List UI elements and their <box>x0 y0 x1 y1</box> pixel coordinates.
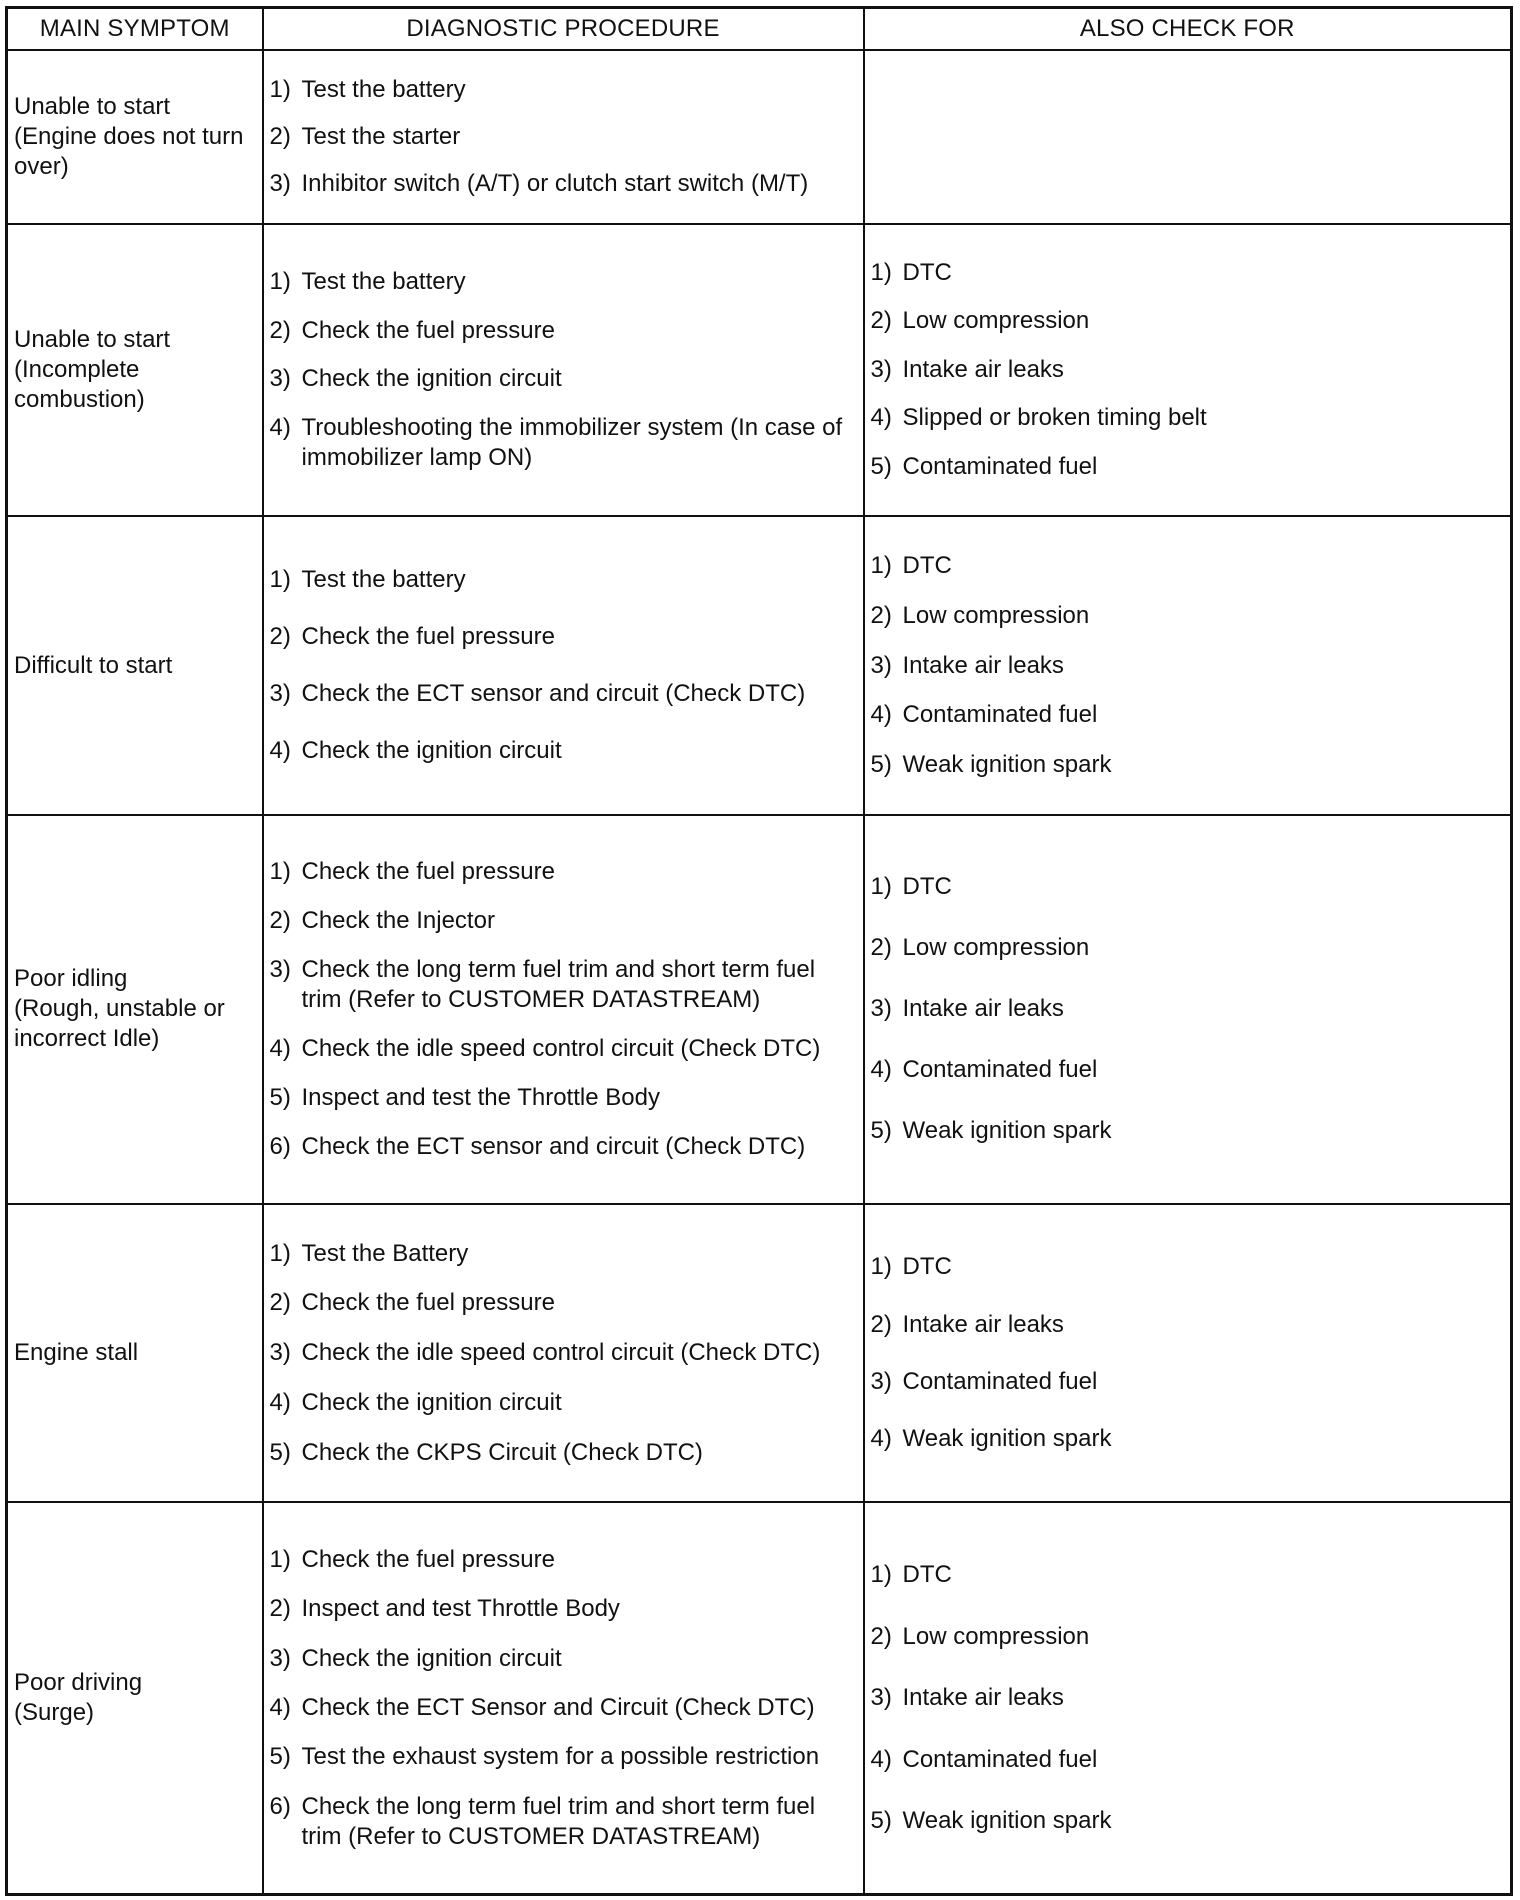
symptom-line: Engine stall <box>14 1339 139 1367</box>
symptom-line: (Rough, unstable or <box>14 995 225 1023</box>
procedure-step <box>270 1792 857 1852</box>
item-text: Troubleshooting the immobilizer system (In case of immobilizer lamp ON) <box>301 413 843 471</box>
also-check-item <box>871 1252 1505 1282</box>
item-number: 5) <box>870 751 892 779</box>
header-row <box>7 8 1512 51</box>
item-text: Check the CKPS Circuit (Check DTC) <box>301 1438 703 1466</box>
item-number: 2) <box>269 622 291 650</box>
item-number: 3) <box>870 995 892 1023</box>
symptom-line: (Surge) <box>14 1699 95 1727</box>
item-number: 4) <box>870 701 892 729</box>
item-text: Contaminated fuel <box>902 1745 1098 1773</box>
item-number: 4) <box>870 1425 892 1453</box>
symptom-text <box>8 1668 262 1728</box>
also-check-item <box>871 1116 1505 1146</box>
symptom-line: (Engine does not turn <box>14 122 244 150</box>
procedure-step <box>270 622 857 652</box>
item-text: Inhibitor switch (A/T) or clutch start switch (M/T) <box>301 169 809 197</box>
item-number: 1) <box>269 1239 291 1267</box>
item-text: Low compression <box>902 307 1090 335</box>
procedure-step <box>270 1083 857 1113</box>
item-text: Check the fuel pressure <box>301 622 555 650</box>
item-text: Weak ignition spark <box>902 751 1112 779</box>
item-number: 4) <box>870 404 892 432</box>
procedure-cell <box>263 815 864 1204</box>
item-number: 3) <box>870 1684 892 1712</box>
header-diagnostic-procedure: DIAGNOSTIC PROCEDURE <box>263 8 864 51</box>
also-check-item <box>871 403 1505 433</box>
item-number: 1) <box>269 857 291 885</box>
item-number: 1) <box>269 1545 291 1573</box>
also-check-item <box>871 1745 1505 1775</box>
symptom-cell <box>7 516 263 815</box>
also-check-item <box>871 355 1505 385</box>
item-number: 1) <box>269 75 291 103</box>
symptom-line: (Incomplete <box>14 355 140 383</box>
item-text: DTC <box>902 1253 952 1281</box>
item-number: 2) <box>269 1289 291 1317</box>
item-text: Check the ignition circuit <box>301 1644 562 1672</box>
procedure-step <box>270 736 857 766</box>
item-text: Inspect and test the Throttle Body <box>301 1083 660 1111</box>
item-number: 2) <box>870 1310 892 1338</box>
also-check-cell <box>864 1204 1512 1503</box>
item-text: Contaminated fuel <box>902 701 1098 729</box>
also-check-cell <box>864 815 1512 1204</box>
header-also-check-for: ALSO CHECK FOR <box>864 8 1512 51</box>
item-number: 1) <box>269 268 291 296</box>
procedure-step <box>270 267 857 297</box>
procedure-step <box>270 1388 857 1418</box>
item-text: Check the fuel pressure <box>301 316 555 344</box>
symptom-text <box>8 964 262 1054</box>
procedure-step <box>270 1742 857 1772</box>
item-text: Check the ignition circuit <box>301 1388 562 1416</box>
also-check-item <box>871 452 1505 482</box>
item-text: Test the exhaust system for a possible restriction <box>301 1743 820 1771</box>
also-check-item <box>871 1622 1505 1652</box>
item-number: 4) <box>269 413 291 441</box>
procedure-step <box>270 1594 857 1624</box>
also-check-item <box>871 1424 1505 1454</box>
also-check-item <box>871 258 1505 288</box>
item-number: 4) <box>269 737 291 765</box>
item-text: Check the idle speed control circuit (Check DTC) <box>301 1034 821 1062</box>
item-text: Check the ECT Sensor and Circuit (Check DTC) <box>301 1693 815 1721</box>
item-text: Inspect and test Throttle Body <box>301 1595 620 1623</box>
procedure-step <box>270 1132 857 1162</box>
item-text: Intake air leaks <box>902 1684 1064 1712</box>
item-text: DTC <box>902 258 952 286</box>
also-check-item <box>871 651 1505 681</box>
symptom-line: combustion) <box>14 385 145 413</box>
procedure-step <box>270 316 857 346</box>
item-number: 1) <box>870 258 892 286</box>
also-check-item <box>871 1055 1505 1085</box>
table-row <box>7 1204 1512 1503</box>
item-text: Check the ECT sensor and circuit (Check DTC) <box>301 1132 806 1160</box>
item-text: Contaminated fuel <box>902 452 1098 480</box>
item-text: Check the ignition circuit <box>301 737 562 765</box>
procedure-step <box>270 413 857 473</box>
symptom-cell <box>7 224 263 517</box>
table-row <box>7 224 1512 517</box>
item-number: 6) <box>269 1792 291 1820</box>
item-number: 3) <box>870 651 892 679</box>
item-number: 5) <box>269 1083 291 1111</box>
item-text: Intake air leaks <box>902 355 1064 383</box>
table-row <box>7 815 1512 1204</box>
item-number: 4) <box>269 1388 291 1416</box>
symptom-line: incorrect Idle) <box>14 1025 160 1053</box>
item-number: 2) <box>870 1622 892 1650</box>
procedure-step <box>270 1644 857 1674</box>
item-number: 2) <box>269 1595 291 1623</box>
item-number: 3) <box>870 1367 892 1395</box>
table-row <box>7 1502 1512 1894</box>
item-number: 4) <box>870 1745 892 1773</box>
item-text: Test the Battery <box>301 1239 469 1267</box>
item-text: Check the fuel pressure <box>301 1545 555 1573</box>
symptom-line: Unable to start <box>14 325 171 353</box>
procedure-step <box>270 1438 857 1468</box>
also-check-item <box>871 700 1505 730</box>
item-text: Weak ignition spark <box>902 1806 1112 1834</box>
symptom-cell <box>7 1502 263 1894</box>
also-check-item <box>871 1560 1505 1590</box>
also-check-item <box>871 551 1505 581</box>
diagnostic-table <box>5 6 1513 1896</box>
procedure-step <box>270 1239 857 1269</box>
symptom-cell <box>7 815 263 1204</box>
procedure-cell <box>263 1204 864 1503</box>
item-text: Contaminated fuel <box>902 1367 1098 1395</box>
item-text: Check the long term fuel trim and short term fuel trim (Refer to CUSTOMER DATASTREAM) <box>301 955 816 1013</box>
also-check-item <box>871 601 1505 631</box>
procedure-step <box>270 857 857 887</box>
item-number: 5) <box>269 1743 291 1771</box>
procedure-step <box>270 1338 857 1368</box>
item-text: Slipped or broken timing belt <box>902 404 1207 432</box>
procedure-step <box>270 1288 857 1318</box>
item-text: Intake air leaks <box>902 1310 1064 1338</box>
symptom-text <box>8 92 262 182</box>
item-text: Weak ignition spark <box>902 1117 1112 1145</box>
item-text: Contaminated fuel <box>902 1056 1098 1084</box>
item-text: Check the ECT sensor and circuit (Check DTC) <box>301 680 806 708</box>
table-body <box>7 50 1512 1895</box>
item-number: 1) <box>870 552 892 580</box>
item-number: 5) <box>870 1117 892 1145</box>
procedure-step <box>270 565 857 595</box>
also-check-item <box>871 1806 1505 1836</box>
item-text: DTC <box>902 552 952 580</box>
symptom-line: Unable to start <box>14 92 171 120</box>
item-text: Test the battery <box>301 268 466 296</box>
item-text: Intake air leaks <box>902 651 1064 679</box>
item-number: 3) <box>269 169 291 197</box>
also-check-item <box>871 306 1505 336</box>
item-text: DTC <box>902 1561 952 1589</box>
item-number: 3) <box>269 955 291 983</box>
symptom-line: Poor idling <box>14 965 128 993</box>
symptom-text <box>8 1338 262 1368</box>
also-check-item <box>871 994 1505 1024</box>
item-text: Check the Injector <box>301 906 495 934</box>
symptom-line: Poor driving <box>14 1669 143 1697</box>
item-text: Check the idle speed control circuit (Check DTC) <box>301 1339 821 1367</box>
item-number: 1) <box>870 873 892 901</box>
item-text: Test the battery <box>301 565 466 593</box>
item-number: 1) <box>870 1253 892 1281</box>
procedure-cell <box>263 50 864 224</box>
item-number: 3) <box>870 355 892 383</box>
also-check-item <box>871 1683 1505 1713</box>
item-text: Check the fuel pressure <box>301 857 555 885</box>
procedure-cell <box>263 224 864 517</box>
also-check-cell <box>864 1502 1512 1894</box>
item-number: 2) <box>269 906 291 934</box>
item-number: 1) <box>870 1561 892 1589</box>
item-number: 4) <box>269 1693 291 1721</box>
table-row <box>7 516 1512 815</box>
item-number: 6) <box>269 1132 291 1160</box>
symptom-line: Difficult to start <box>14 651 173 679</box>
procedure-step <box>270 955 857 1015</box>
item-number: 5) <box>870 452 892 480</box>
symptom-text <box>8 651 262 681</box>
item-number: 2) <box>870 601 892 629</box>
procedure-step <box>270 906 857 936</box>
item-text: Weak ignition spark <box>902 1425 1112 1453</box>
also-check-cell <box>864 50 1512 224</box>
item-text: Test the battery <box>301 75 466 103</box>
header-main-symptom: MAIN SYMPTOM <box>7 8 263 51</box>
symptom-text <box>8 325 262 415</box>
procedure-step <box>270 122 857 152</box>
also-check-item <box>871 1310 1505 1340</box>
also-check-item <box>871 1367 1505 1397</box>
item-number: 3) <box>269 365 291 393</box>
item-text: Test the starter <box>301 122 461 150</box>
procedure-step <box>270 169 857 199</box>
also-check-item <box>871 872 1505 902</box>
item-text: Check the long term fuel trim and short term fuel trim (Refer to CUSTOMER DATASTREAM) <box>301 1792 816 1850</box>
procedure-step <box>270 1693 857 1723</box>
also-check-item <box>871 933 1505 963</box>
item-number: 2) <box>870 307 892 335</box>
item-number: 3) <box>269 680 291 708</box>
item-text: Check the ignition circuit <box>301 365 562 393</box>
item-number: 3) <box>269 1644 291 1672</box>
symptom-cell <box>7 50 263 224</box>
symptom-line: over) <box>14 152 69 180</box>
procedure-step <box>270 679 857 709</box>
procedure-cell <box>263 516 864 815</box>
item-number: 2) <box>269 122 291 150</box>
item-number: 4) <box>269 1034 291 1062</box>
procedure-cell <box>263 1502 864 1894</box>
item-text: Low compression <box>902 601 1090 629</box>
also-check-cell <box>864 516 1512 815</box>
item-text: Check the fuel pressure <box>301 1289 555 1317</box>
procedure-step <box>270 1545 857 1575</box>
item-number: 5) <box>269 1438 291 1466</box>
item-text: Intake air leaks <box>902 995 1064 1023</box>
item-text: DTC <box>902 873 952 901</box>
procedure-step <box>270 1034 857 1064</box>
procedure-step <box>270 364 857 394</box>
item-text: Low compression <box>902 1622 1090 1650</box>
also-check-item <box>871 750 1505 780</box>
table-row <box>7 50 1512 224</box>
item-number: 5) <box>870 1806 892 1834</box>
item-number: 1) <box>269 565 291 593</box>
procedure-step <box>270 75 857 105</box>
symptom-cell <box>7 1204 263 1503</box>
also-check-cell <box>864 224 1512 517</box>
item-number: 3) <box>269 1339 291 1367</box>
item-text: Low compression <box>902 934 1090 962</box>
item-number: 2) <box>870 934 892 962</box>
item-number: 4) <box>870 1056 892 1084</box>
item-number: 2) <box>269 316 291 344</box>
